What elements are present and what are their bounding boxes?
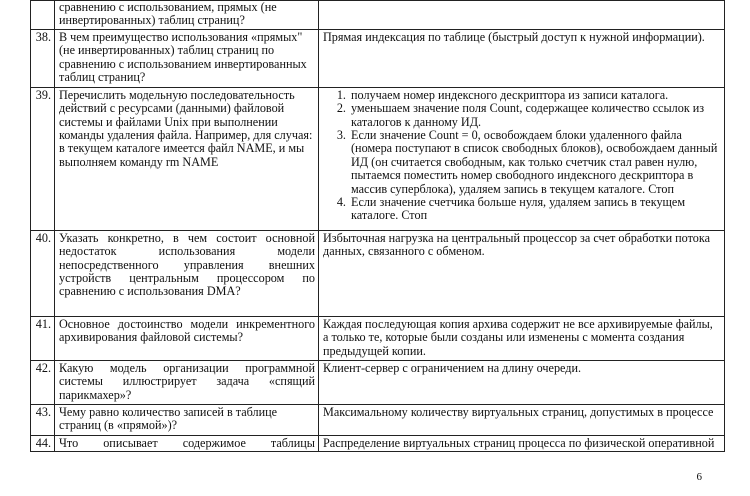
list-item: 1. получаем номер индексного дескриптора из записи каталога. (349, 89, 721, 102)
table-row (31, 360, 725, 404)
answer-cell (319, 1, 725, 30)
row-number: 41. (31, 316, 55, 360)
answer-cell: Прямая индексация по таблице (быстрый доступ к нужной информации). (319, 29, 725, 87)
row-number: 42. (31, 360, 55, 404)
table-row (31, 1, 725, 30)
row-number: 38. (31, 29, 55, 87)
answer-steps-list (323, 89, 721, 223)
qa-table (30, 0, 725, 452)
question-cell: Что описывает содержимое таблицы (55, 435, 319, 451)
question-cell: Указать конкретно, в чем состоит основной недостаток использования модели непосредственного управления внешних устройств центральным процессором по сравнению с использования DMA? (55, 230, 319, 316)
table-row (31, 29, 725, 87)
row-number: 44. (31, 435, 55, 451)
answer-cell: Избыточная нагрузка на центральный процессор за счет обработки потока данных, связанного с обменом. (319, 230, 725, 316)
list-item: 2. уменьшаем значение поля Count, содержащее количество ссылок из каталогов к данному ИД. (349, 102, 721, 129)
row-number: 43. (31, 404, 55, 435)
row-number: 40. (31, 230, 55, 316)
table-row (31, 316, 725, 360)
table-row (31, 230, 725, 316)
question-cell: Основное достоинство модели инкрементного архивирования файловой системы? (55, 316, 319, 360)
answer-cell: Клиент-сервер с ограничением на длину очереди. (319, 360, 725, 404)
list-item: 4. Если значение счетчика больше нуля, удаляем запись в текущем каталоге. Стоп (349, 196, 721, 223)
answer-cell: Максимальному количеству виртуальных страниц, допустимых в процессе (319, 404, 725, 435)
question-cell: Какую модель организации программной системы иллюстрирует задача «спящий парикмахер»? (55, 360, 319, 404)
list-item: 3. Если значение Count = 0, освобождаем блоки удаленного файла (номера поступают в список свободных блоков), освобождаем данный ИД (он считается свободным, как только счетчик стал равен нулю, пытаемся поместить номер свободного индексного дескриптора в массив суперблока), удаляем запись в текущем каталоге. Стоп (349, 129, 721, 196)
table-row (31, 87, 725, 230)
table-row (31, 435, 725, 451)
question-cell: В чем преимущество использования «прямых" (не инвертированных) таблиц страниц по сравнению с использованием инвертированных таблиц страниц? (55, 29, 319, 87)
page-number: 6 (696, 470, 702, 483)
answer-cell (319, 87, 725, 230)
question-cell: Чему равно количество записей в таблице страниц (в «прямой»)? (55, 404, 319, 435)
row-number: 39. (31, 87, 55, 230)
answer-cell: Каждая последующая копия архива содержит не все архивируемые файлы, а только те, которые были созданы или изменены с момента создания предыдущей копии. (319, 316, 725, 360)
table-row (31, 404, 725, 435)
question-cell: сравнению с использованием, прямых (не инвертированных) таблиц страниц? (55, 1, 319, 30)
answer-cell: Распределение виртуальных страниц процесса по физической оперативной (319, 435, 725, 451)
row-number (31, 1, 55, 30)
question-cell: Перечислить модельную последовательность действий с ресурсами (данными) файловой системы и файлами Unix при выполнении команды удаления файла. Например, для случая: в текущем каталоге имеется файл NAME, и мы выполняем команду rm NAME (55, 87, 319, 230)
